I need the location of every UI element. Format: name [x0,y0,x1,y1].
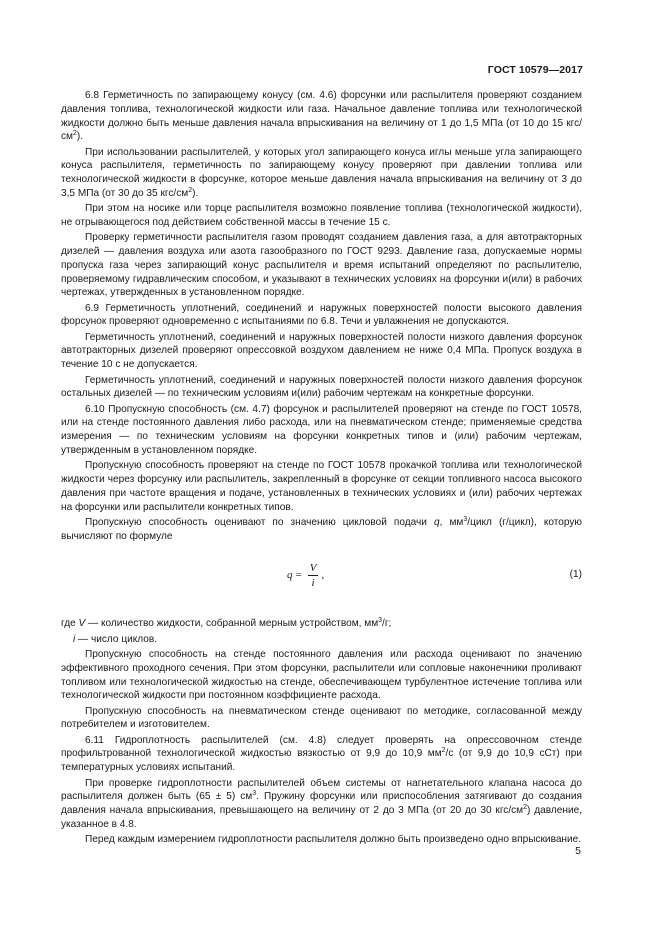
page-number: 5 [575,845,581,857]
formula-expression [287,561,324,590]
formula-number: (1) [569,569,582,581]
formula-numerator: V [309,562,317,575]
formula-denominator: i [311,577,315,590]
paragraph-6-10: 6.10 Пропускную способность (см. 4.7) форсунок и распылителей проверяют на стенде по ГОСТ 10578, или на стенде постоянного давления либо расхода, или на пневматическом стенде; применяемые средства измерения — по техническим условиям на форсунки конкретных типов и (или) рабочим чертежам, утвержденным в установленном порядке. [61,403,582,456]
paragraph: Перед каждым измерением гидроплотности распылителя должно быть произведено одно впрыскивание. [85,834,582,846]
paragraph-6-8: 6.8 Герметичность по запирающему конусу (см. 4.6) форсунки или распылителя проверяют созданием давления топлива, технологической жидкости или газа. Начальное давление топлива или технологической жидкости должно быть меньше давления начала впрыскивания на величину от 1 до 1,5 МПа (от 10 до 15 кгс/$см^2$). [61,90,582,143]
paragraph: Пропускную способность оценивают по значению цикловой подачи q, $мм^3$/цикл (г/цикл), которую вычисляют по формуле [61,515,582,542]
paragraph: Пропускную способность проверяют на стенде по ГОСТ 10578 прокачкой топлива или технологической жидкости через форсунку или распылитель, закрепленный в форсунке от секции топливного насоса высокого давления при частоте вращения и подаче, установленных в технических условиях и (или) рабочих чертежах на форсунки или распылители конкретных типов. [61,460,582,513]
formula-1 [61,551,582,607]
paragraph-6-11: 6.11 Гидроплотность распылителей (см. 4.8) следует проверять на опрессовочном стенде профильтрованной технологической жидкостью вязкостью от 9,9 до 10,9 $мм^2/с$ (от 9,9 до 10,9 сСт) при температурных условиях испытаний. [61,734,582,774]
formula-trail: , [321,568,325,581]
paragraph: Пропускную способность на пневматическом стенде оценивают по методике, согласованной между потребителем и изготовителем. [61,705,582,731]
document-header: ГОСТ 10579—2017 [487,64,583,76]
paragraph: При этом на носике или торце распылителя возможно появление топлива (технологической жидкости), не отрывающегося под действием собственной массы в течение 15 с. [61,203,582,228]
formula-lhs: q [287,568,293,581]
formula-fraction [308,561,319,590]
document-body [61,89,582,849]
paragraph: При проверке гидроплотности распылителей объем системы от нагнетательного клапана насоса до распылителя должен быть (65 ± 5) $см^3$. Пружину форсунки или приспособления затягивают до создания давления начала впрыскивания, превышающего на величину от 2 до 3 МПа (от 20 до 30 кгс/$см^2$) давление, указанное в 4.8. [61,777,582,830]
where-clause: где V — количество жидкости, собранной мерным устройством, $мм^3/г$; [61,617,392,630]
paragraph: Герметичность уплотнений, соединений и наружных поверхностей полости низкого давления форсунок остальных дизелей — по техническим условиям и(или) рабочим чертежам на конкретные форсунки. [61,374,582,400]
paragraph: Пропускную способность на стенде постоянного давления или расхода оценивают по значению эффективного проходного сечения. При этом форсунки, распылители или сопловые наконечники проливают топливом или технологической жидкостью на стенде, обеспечивающем турбулентное истечение топлива или технологической жидкости при постоянном коэффициенте расхода. [61,649,582,702]
where-clause-i: i — число циклов. [73,633,158,645]
formula-equals: = [295,568,302,581]
paragraph: Проверку герметичности распылителя газом проводят созданием давления газа, а для автотракторных дизелей — давления воздуха или азота газообразного по ГОСТ 9293. Давление газа, допускаемые нормы пропуска газа через запирающий конус распылителя и время испытаний определяют по распылителю, проверяемому гидравлическим способом, и указывают в технических условиях на форсунки и(или) в рабочих чертежах, утвержденных в установленном порядке. [61,232,582,299]
paragraph: Герметичность уплотнений, соединений и наружных поверхностей полости низкого давления форсунок автотракторных дизелей проверяют опрессовкой воздухом давлением не ниже 0,4 МПа. Пропуск воздуха в течение 10 с не допускается. [61,331,582,371]
paragraph-6-9: 6.9 Герметичность уплотнений, соединений и наружных поверхностей полости высокого давления форсунок проверяют одновременно с испытаниями по 6.8. Течи и увлажнения не допускаются. [61,302,582,328]
paragraph: При использовании распылителей, у которых угол запирающего конуса иглы меньше угла запирающего конуса распылителя, герметичность по запирающему конусу проверяют при давлении топлива или технологической жидкости в форсунке, которое меньше давления начала впрыскивания на величину от 3 до 3,5 МПа (от 30 до 35 кгс/$см^2$). [61,146,582,199]
